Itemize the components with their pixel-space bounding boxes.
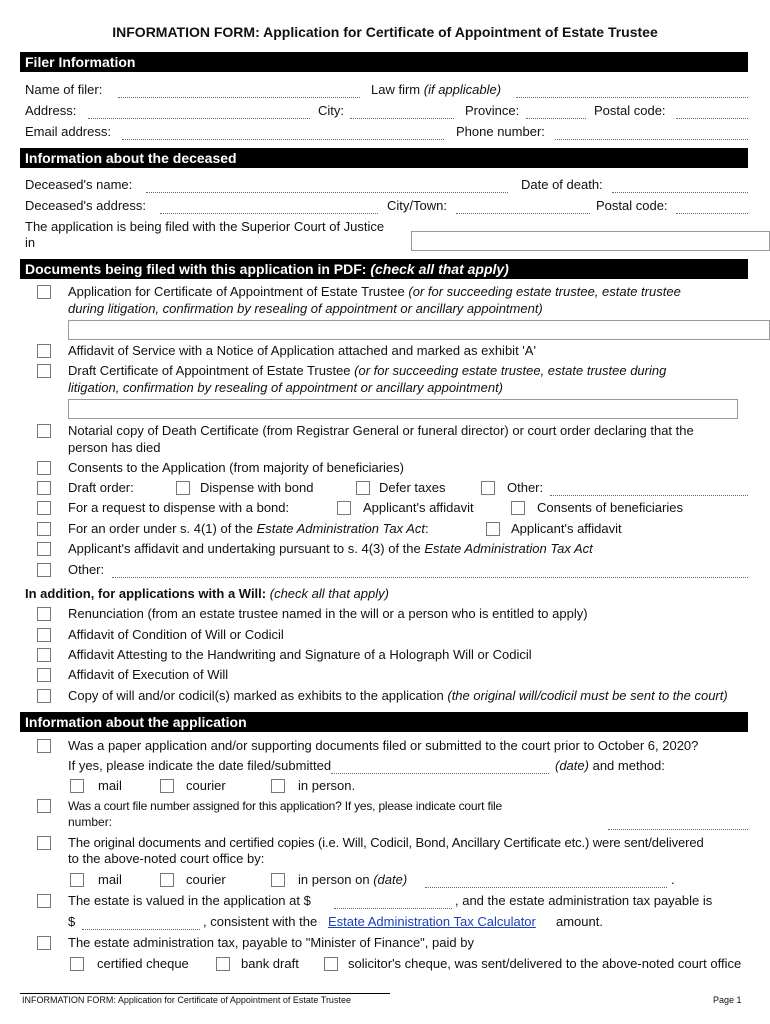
filer-city-label: City:: [318, 103, 344, 118]
filer-email-field[interactable]: [122, 139, 444, 140]
doc-consents-label: Consents to the Application (from majority of beneficiaries): [68, 460, 404, 475]
filer-province-label: Province:: [465, 103, 520, 118]
deceased-city-field[interactable]: [456, 213, 590, 214]
deceased-postal-label: Postal code:: [596, 198, 668, 213]
filer-email-label: Email address:: [25, 124, 111, 139]
court-file-question: Was a court file number assigned for this application? If yes, please indicate court file: [68, 799, 502, 813]
paper-application-question: Was a paper application and/or supporting documents filed or submitted to the court prior to October 6, 2020?: [68, 738, 699, 753]
checkbox-consents[interactable]: [37, 461, 51, 475]
filer-name-field[interactable]: [118, 97, 360, 98]
deceased-city-label: City/Town:: [387, 198, 447, 213]
doc-draft-order-label: Draft order:: [68, 480, 134, 495]
deceased-postal-field[interactable]: [676, 213, 748, 214]
court-location-select[interactable]: [411, 231, 770, 251]
tax-calculator-link[interactable]: Estate Administration Tax Calculator: [328, 914, 536, 929]
deceased-address-label: Deceased's address:: [25, 198, 146, 213]
defer-taxes-label: Defer taxes: [379, 480, 446, 495]
checkbox-method-in-person[interactable]: [271, 779, 285, 793]
checkbox-draft-certificate[interactable]: [37, 364, 51, 378]
checkbox-method-mail[interactable]: [70, 779, 84, 793]
tax-dollar-sign: $: [68, 914, 76, 929]
checkbox-defer-taxes[interactable]: [356, 481, 370, 495]
checkbox-method-courier[interactable]: [160, 779, 174, 793]
dispense-consents-label: Consents of beneficiaries: [537, 500, 683, 515]
will-execution-label: Affidavit of Execution of Will: [68, 667, 229, 682]
date-method-label: (date) and method:: [555, 758, 665, 773]
date-filed-label: If yes, please indicate the date filed/submitted: [68, 758, 332, 773]
doc-death-certificate-label: Notarial copy of Death Certificate (from Registrar General or funeral director) or court order declaring that the: [68, 423, 694, 438]
checkbox-documents-other[interactable]: [37, 563, 51, 577]
checkbox-execution-will[interactable]: [37, 668, 51, 682]
application-type-field[interactable]: [68, 320, 770, 340]
method-mail-label: mail: [98, 778, 122, 793]
estate-value-field[interactable]: [334, 908, 452, 909]
will-holograph-label: Affidavit Attesting to the Handwriting and Signature of a Holograph Will or Codicil: [68, 647, 532, 662]
tax-paid-label: The estate administration tax, payable to "Minister of Finance", paid by: [68, 935, 474, 950]
will-renunciation-label: Renunciation (from an estate trustee named in the will or a person who is entitled to apply): [68, 606, 588, 621]
checkbox-originals-sent[interactable]: [37, 836, 51, 850]
doc-draft-certificate-label: Draft Certificate of Appointment of Estate Trustee (or for succeeding estate trustee, estate trustee during: [68, 363, 667, 378]
section-filer-header: Filer Information: [20, 52, 748, 72]
date-of-death-label: Date of death:: [521, 177, 603, 192]
court-file-question-2: number:: [68, 815, 113, 829]
draft-order-other-label: Other:: [507, 480, 544, 495]
filer-postal-label: Postal code:: [594, 103, 666, 118]
filer-phone-label: Phone number:: [456, 124, 545, 139]
sent-mail-label: mail: [98, 872, 122, 887]
checkbox-affidavit-service[interactable]: [37, 344, 51, 358]
checkbox-will-copy[interactable]: [37, 689, 51, 703]
checkbox-order-4-1[interactable]: [37, 522, 51, 536]
originals-sent-question: The original documents and certified copies (i.e. Will, Codicil, Bond, Ancillary Certificate etc.) were sent/delivered: [68, 835, 704, 850]
section-application-header: Information about the application: [20, 712, 748, 732]
checkbox-tax-paid[interactable]: [37, 936, 51, 950]
date-of-death-field[interactable]: [612, 192, 748, 193]
checkbox-paper-application[interactable]: [37, 739, 51, 753]
checkbox-dispense-affidavit[interactable]: [337, 501, 351, 515]
draft-order-other-field[interactable]: [550, 495, 748, 496]
will-copy-label: Copy of will and/or codicil(s) marked as exhibits to the application (the original will/codicil must be sent to the court): [68, 688, 728, 703]
checkbox-certified-cheque[interactable]: [70, 957, 84, 971]
sent-courier-label: courier: [186, 872, 226, 887]
checkbox-order-4-1-affidavit[interactable]: [486, 522, 500, 536]
law-firm-field[interactable]: [516, 97, 748, 98]
checkbox-holograph[interactable]: [37, 648, 51, 662]
checkbox-draft-order[interactable]: [37, 481, 51, 495]
deceased-name-field[interactable]: [146, 192, 508, 193]
doc-application-label: Application for Certificate of Appointment of Estate Trustee (or for succeeding estate trustee, estate trustee: [68, 284, 681, 299]
tax-amount-field[interactable]: [82, 929, 200, 930]
bank-draft-label: bank draft: [241, 956, 299, 971]
checkbox-condition-will[interactable]: [37, 628, 51, 642]
checkbox-estate-value[interactable]: [37, 894, 51, 908]
checkbox-application[interactable]: [37, 285, 51, 299]
dispense-bond-label: Dispense with bond: [200, 480, 314, 495]
court-label-in: in: [25, 235, 36, 250]
doc-affidavit-service-label: Affidavit of Service with a Notice of Application attached and marked as exhibit 'A': [68, 343, 536, 358]
checkbox-dispense-bond[interactable]: [176, 481, 190, 495]
will-condition-label: Affidavit of Condition of Will or Codicil: [68, 627, 284, 642]
section-deceased-header: Information about the deceased: [20, 148, 748, 168]
court-file-number-field[interactable]: [608, 829, 748, 830]
filer-address-field[interactable]: [88, 118, 310, 119]
tax-consistent-label: , consistent with the: [203, 914, 318, 929]
law-firm-label: Law firm (if applicable): [371, 82, 502, 97]
filer-province-field[interactable]: [526, 118, 586, 119]
method-courier-label: courier: [186, 778, 226, 793]
checkbox-dispense-request[interactable]: [37, 501, 51, 515]
checkbox-bank-draft[interactable]: [216, 957, 230, 971]
tax-payable-label: , and the estate administration tax payable is: [455, 893, 713, 908]
deceased-name-label: Deceased's name:: [25, 177, 133, 192]
footer-page-number: Page 1: [713, 995, 742, 1005]
sent-in-person-label: in person on (date): [298, 872, 408, 887]
filer-name-label: Name of filer:: [25, 82, 103, 97]
estate-value-label: The estate is valued in the application at $: [68, 893, 311, 908]
documents-other-field[interactable]: [112, 577, 748, 578]
order-4-1-affidavit-label: Applicant's affidavit: [511, 521, 622, 536]
draft-certificate-type-field[interactable]: [68, 399, 738, 419]
section-documents-header: Documents being filed with this application in PDF: (check all that apply): [20, 259, 748, 279]
checkbox-draft-order-other[interactable]: [481, 481, 495, 495]
checkbox-death-certificate[interactable]: [37, 424, 51, 438]
checkbox-undertaking-4-3[interactable]: [37, 542, 51, 556]
doc-order-4-1-label: For an order under s. 4(1) of the Estate Administration Tax Act:: [68, 521, 429, 536]
sent-period: .: [671, 872, 675, 887]
tax-amount-label: amount.: [556, 914, 603, 929]
dispense-affidavit-label: Applicant's affidavit: [363, 500, 474, 515]
checkbox-dispense-consents[interactable]: [511, 501, 525, 515]
doc-application-note: during litigation, confirmation by resealing of appointment or ancillary appointment): [68, 301, 543, 316]
originals-sent-question-2: to the above-noted court office by:: [68, 851, 265, 866]
solicitors-cheque-label: solicitor's cheque, was sent/delivered to the above-noted court office: [348, 956, 742, 971]
doc-undertaking-label: Applicant's affidavit and undertaking pursuant to s. 4(3) of the Estate Administration Tax Act: [68, 541, 593, 556]
will-subheader: In addition, for applications with a Will: (check all that apply): [25, 586, 389, 601]
page-title: INFORMATION FORM: Application for Certificate of Appointment of Estate Trustee: [112, 24, 658, 40]
documents-other-label: Other:: [68, 562, 105, 577]
checkbox-court-file-number[interactable]: [37, 799, 51, 813]
checkbox-sent-courier[interactable]: [160, 873, 174, 887]
sent-in-person-date-field[interactable]: [425, 887, 667, 888]
doc-draft-certificate-note: litigation, confirmation by resealing of appointment or ancillary appointment): [68, 380, 504, 395]
certified-cheque-label: certified cheque: [97, 956, 189, 971]
doc-death-certificate-label-2: person has died: [68, 440, 161, 455]
checkbox-sent-in-person[interactable]: [271, 873, 285, 887]
court-label: The application is being filed with the Superior Court of Justice: [25, 219, 385, 234]
method-in-person-label: in person.: [298, 778, 356, 793]
filer-city-field[interactable]: [350, 118, 454, 119]
deceased-address-field[interactable]: [160, 213, 378, 214]
date-filed-field[interactable]: [331, 773, 549, 774]
checkbox-solicitors-cheque[interactable]: [324, 957, 338, 971]
checkbox-sent-mail[interactable]: [70, 873, 84, 887]
footer-title: INFORMATION FORM: Application for Certificate of Appointment of Estate Trustee: [22, 995, 351, 1005]
filer-address-label: Address:: [25, 103, 77, 118]
doc-dispense-request-label: For a request to dispense with a bond:: [68, 500, 290, 515]
filer-postal-field[interactable]: [676, 118, 748, 119]
filer-phone-field[interactable]: [555, 139, 748, 140]
checkbox-renunciation[interactable]: [37, 607, 51, 621]
